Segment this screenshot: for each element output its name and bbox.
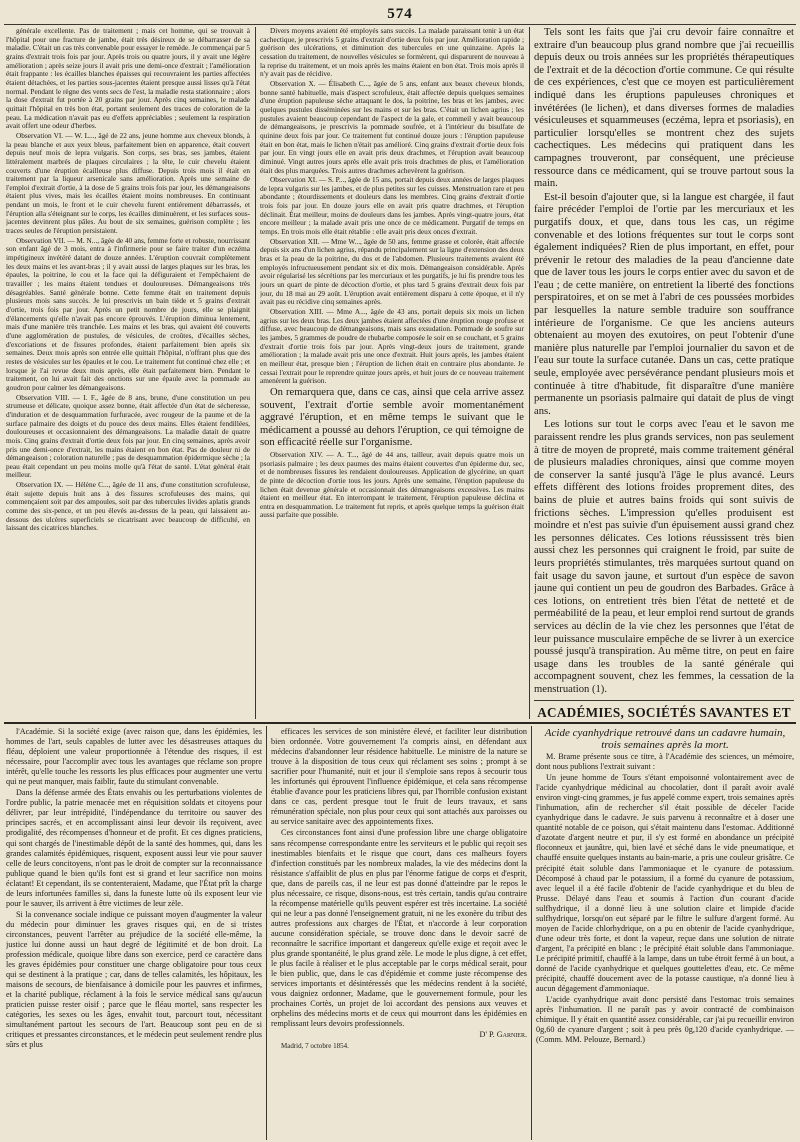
lower1-paragraph: l'Académie. Si la société exige (avec raison que, dans les épidémies, les hommes de l'art, seuls capables de lutter avec les désastreuses attaques du fléau, déploient une valeur proportionnée à l'étendue des risques, il est nécessaire, pour l'accomplir avec tous les avantages que réclame son propre intérêt, qu'elle touche les ressorts les plus efficaces pour augmenter une vertu qui ne peut manquer, mais faiblir, faute du stimulant convenable.: [6, 727, 262, 787]
col1-paragraph: Observation VI. — W. L..., âgé de 22 ans, jeune homme aux cheveux blonds, à la peau blanche et aux yeux bleus, parfaitement bien en apparence, était couvert depuis neuf mois de lepra vulgaris. Son corps, ses bras, ses jambes, étaient littéralement marbrés de plaques circulaires ; la tête, le cuir chevelu étaient couverts d'une éruption écailleuse plus diffuse. Depuis trois mois il était en traitement par la liqueur arsenicale sans amélioration. Après une semaine de l'emploi d'extrait d'ortie, à la dose de 5 grains trois fois par jour, les démangeaisons étaient plus vives, mais les écailles étaient moins nombreuses. En continuant pendant un mois, le front et le cuir chevelu furent entièrement débarrassés, et l'éruption alla s'éteignant sur le corps, les écailles diminuèrent, et les surfaces sous-jacentes devinrent plus pâles. Au bout de six semaines, guérison complète ; les traces seules de l'éruption persistaient.: [6, 130, 250, 236]
signature: D' P. Garnier.: [479, 1030, 527, 1040]
lower3-paragraph: M. Brame présente sous ce titre, à l'Académie des sciences, un mémoire, dont nous publions l'extrait suivant :: [536, 752, 794, 772]
col3-paragraph: Est-il besoin d'ajouter que, si la langue est chargée, il faut faire précéder l'emploi de l'ortie par les mercuriaux et les purgatifs doux, et que, dans tous les cas, un régime convenable et des lotions fréquentes sur tout le corps sont également indiquées? Rien de plus important, en effet, pour prévenir le retour des maladies de la peau d'ancienne date que de laver tous les jours le corps entier avec du savon et de l'eau ; de cette manière, on entretient la liberté des fonctions perspiratoires, et on se met à l'abri de ces poussées morbides par lesquelles la nature semble traduire son souffrance intérieure de l'organisme. Ce que les anciens auteurs obtenaient au moyen des exutoires, on peut l'obtenir d'une manière plus naturelle par l'emploi journalier du savon et de l'eau sur toute la surface cutanée. Dans un cas, cette pratique seule, employée avec persévérance pendant plusieurs mois et continuée à titre d'habitude, fit disparaître d'une manière permanente un psoriasis palmaire qui datait de plus de vingt ans.: [534, 191, 794, 417]
col2-paragraph: Observation XII. — Mme W..., âgée de 50 ans, femme grasse et colorée, était affectée depuis six ans d'un lichen agrius, répandu principalement sur la ligne d'extension des deux bras et la peau de la poitrine, du dos et de l'abdomen. Plusieurs traitements avaient été employés infructueusement pendant six et dix mois. Démangeaison considérable. Après avoir régularisé les sécrétions par les mercuriaux et les purgatifs, je lui fis prendre tous les jours un quart de pinte de décoction d'ortie, et plus tard 5 grains d'extrait deux fois par jour, du 18 mai au 29 août. L'éruption avait entièrement disparu à cette époque, et il n'y avait pas eu récidive cinq semaines après.: [260, 236, 524, 307]
lower-column-1: [6, 727, 262, 1139]
column-3: [534, 27, 794, 720]
lower2-paragraph: Ces circonstances font ainsi d'une profession libre une charge obligatoire sans récompense correspondante entre les serviteurs et le public qui reçoit ses inestimables bienfaits et le risque que court, dans ces malheurs foyers d'infection constitués par les nombreux malades, la vie des médecins dont la résistance s'affaiblit de plus en plus par l'énorme fatigue de corps et d'esprit, que, dans de pareils cas, il ne leur est pas donné d'atteindre par le repos le plus nécessaire, ce risque, disons-nous, est très certain, tandis qu'au contraire la récompense matérielle qu'ils peuvent espérer est très incertaine. La société qui ne leur a pas donné l'enseignement gratuit, ni ne les exonère du tribut des autres professions aux charges de l'État, et n'accorde à leur corporation aucune considération spéciale, se trouve donc dans le devoir sacré de reconnaître le sacrifice important et dangereux qu'elle exige et reçoit avec le plus grande spontanéité, le plus grand zèle. Le mode le plus digne, à cet effet, le plus facile à réaliser et le plus acceptable par le corps médical serait, pour le bien public, que, dans le cas d'épidémie et comme juste récompense des services importants et désintéressés que les médecins rendent à la société, vous daigniez ordonner, Madame, que le gouvernement formule, pour les prochaines Cortès, un projet de loi accordant des pensions aux veuves et orphelins des médecins morts et de ceux qui mourront dans les épidémies en remplissant leurs devoirs professionnels.: [271, 828, 527, 1029]
lower1-paragraph: Si la convenance sociale indique ce puissant moyen d'augmenter la valeur du médecin pour diminuer les graves risques qui, en de si tristes circonstances, peuvent l'arrêter au préjudice de la société elle-même, la justice lui donne aussi un haut degré de légitimité et de bon droit. La profession médicale, quoique libre dans son exercice, perd ce caractère dans les graves épidémies pour constituer une charge obligatoire pour tous ceux qui se destinent à la pratique ; car, dans de telles calamités, les hôpitaux, les maisons de secours, de bienfaisance à domicile pour les pauvres et infirmes, et la charité publique, réclament à la fois le service médical sans qu'aucun praticien puisse rester oisif ; parce que le fléau mortel, sans respecter les catégories, les sexes ou les âges, envahit tout, parcourt tout, nécessitant simultanément partout les secours de l'art. Beaucoup sont peu en de si critiques et pressantes circonstances, et le médecin peut seulement rendre plus sûrs et plus: [6, 909, 262, 1050]
page-divider: [4, 722, 796, 724]
col2-paragraph: Observation X. — Élisabeth C..., âgée de 5 ans, enfant aux beaux cheveux blonds, bonne santé habituelle, mais d'aspect scrofuleux, était affectée depuis quelques semaines d'une éruption papuleuse sèche attaquant le dos, la poitrine, les bras et les jambes, avec quelques pustules disséminées sur les mains et sur les bras. C'était un lichen agrius ; les pustules avaient beaucoup cependant de l'aspect de la gale, et commeil y avait beaucoup de démangeaisons, je prescrivis la pommade soufrée, et à l'intérieur du bisulfate de quinine deux fois par jour. Ce traitement fut continué douze jours : l'éruption papuleuse était en bon état, mais le lichen n'était pas amélioré. Cinq grains d'extrait d'ortie deux fois par jour. En vingt jours elle en avait pris deux drachmes, et l'éruption avait beaucoup diminué. Vingt autres jours après elle avait pris trois drachmes de plus, et l'amélioration était des plus marquées. Trois autres drachmes achevèrent la guérison.: [260, 78, 524, 175]
column-divider: [255, 27, 256, 719]
section-rule: [534, 700, 794, 701]
col2-paragraph: Divers moyens avaient été employés sans succès. La malade paraissant tenir à un état cachectique, je prescrivis 5 grains d'extrait d'ortie deux fois par jour. Amélioration rapide ; guérison des ulcérations, et diminution des tubercules en une quinzaine. Après la cessation du traitement, de nouvelles vésicules se formèrent, qui disparurent de nouveau à la reprise du traitement, et un mois après les mains étaient en bon état. Trois mois après il n'y avait pas de récidive.: [260, 27, 524, 79]
article-title: Acide cyanhydrique retrouvé dans un cadavre humain, trois semaines après la mort.: [544, 727, 786, 751]
header-rule: [4, 24, 796, 25]
column-divider: [531, 726, 532, 1140]
col1-paragraph: générale excellente. Pas de traitement ; mais cet homme, qui se trouvait à l'hôpital pour une fracture de jambe, était très désireux de se débarrasser de sa maladie. C'était un cas très convenable pour essayer le remède. Je commençai par 5 grains d'extrait trois fois par jour. Après trois ou quatre jours, il y avait une légère amélioration ; après seize jours il avait pris une demi-once d'extrait ; l'amélioration était frappante : les écailles blanches épaisses qui recouvraient les parties affectées étaient détachées, et les parties sous-jacentes étaient presque aussi lisses qu'à l'état normal. Pendant le règne des vents secs de l'est, la maladie resta stationnaire ; alors la dose d'extrait fut portée à 20 grains par jour. Après cinq semaines, le malade quittait l'hôpital en très bon état, portant seulement des traces de coloration de la peau. La médication n'avait pas eu d'effets appréciables ; seulement la respiration avait offert une odeur d'herbes.: [6, 27, 250, 131]
col3-paragraph: Tels sont les faits que j'ai cru devoir faire connaître et extraire d'un beaucoup plus grand nombre que j'ai recueillis depuis deux ou trois années sur les propriétés thérapeutiques de l'extrait et de la décoction d'ortie commune. Ce qui résulte de ces expériences, c'est que ce moyen est particulièrement indiqué dans les éruptions papuleuses chroniques et invétérées (le lichen), et dans diverses formes de maladies vésiculeuses et squammeuses (eczéma, lepra et psoriasis), en particulier lorsqu'elles se montrent chez des sujets cachectiques. Les médecins qui pratiquent dans les campagnes trouveront, par conséquent, une précieuse ressource dans ce médicament, qui se trouve partout sous la main.: [534, 27, 794, 190]
lower2-paragraph: efficaces les services de son ministère élevé, et faciliter leur distribution bien ordonnée. Votre gouvernement l'a compris ainsi, en défendant aux médecins d'abandonner leur résidence habituelle. Le ministre de la nature se trouve à la disposition de tous ceux qui réclament ses soins ; prompt à se sacrifier pour l'humanité, nuit et jour il s'emploie sans repos à secourir tous les infortunés qui éprouvent l'influence épidémique, et cela sans récompense établie d'avance pour les praticiens libres qui, par l'horrible confusion existant dans ce cas, perdent presque tout le fruit de leurs travaux, et sans rémunération spéciale, non plus pour ceux qui sont attachés aux paroisses ou au service sanitaire avec des appointements fixes.: [271, 727, 527, 827]
lower-column-2: [271, 727, 527, 1139]
col2-paragraph: Observation XIII. — Mme A..., âgée de 43 ans, portait depuis six mois un lichen agrius sur les deux bras. Les deux jambes étaient affectées d'une éruption rouge profuse et diffuse, avec beaucoup de démangeaisons, mais sans exsudation. Pommade de soufre sur les jambes, 5 grammes de poudre de rhubarbe composée le soir en se couchant, et 5 grains d'extrait d'ortie trois fois par jour. Après vingt-deux jours de traitement, grande amélioration ; la malade avait pris une once d'extrait. Huit jours après, les jambes étaient en meilleur état, presque bien ; l'éruption de lichen était en contraire plus abondante. Je cessai l'extrait pour le reprendre quinze jours après, et huit jours de ce nouveau traitement amenèrent la guérison.: [260, 307, 524, 386]
column-2: [260, 27, 524, 720]
section-title: ACADÉMIES, SOCIÉTÉS SAVANTES ET: [537, 705, 791, 720]
col1-paragraph: Observation VII. — M. N..., âgée de 40 ans, femme forte et robuste, nourrissant son enfant âgé de 3 mois, entra à l'infirmerie pour se faire traiter d'un eczéma impétigineux invétéré datant de douze années. L'éruption couvrait complètement les deux mains et les avant-bras ; il y avait aussi de larges plaques sur les bras, les épaules, la poitrine, le cou et la face qui la défiguraient et l'empêchaient de travailler ; les mains étaient tendues et douloureuses. Démangeaisons très désagréables. Santé générale bonne. Cette femme était en traitement depuis plusieurs mois sans succès. Je lui prescrivis un bain tiède et 5 grains d'extrait d'ortie, trois fois par jour. Après un petit nombre de jours, elle se plaignit d'élancements qu'elle n'avait pas encore éprouvés. L'éruption diminua lentement, mais d'une manière très tranchée. Les mains et les bras, qui avaient été couverts d'une agglomération de pustules, de vésicules, de croûtes, d'écailles sèches, d'excoriations et de fissures profondes, étaient parfaitement bien après six semaines. Deux mois après son entrée elle quittait l'hôpital, n'offrant plus que des restes de vésicules sur les épaules et le cou. Le traitement fut continué chez elle ; et lorsque je l'ai revue deux mois après, elle était parfaitement bien. Pendant le traitement, on lui avait fait des onctions sur une épaule avec la pommade au goudron pour calmer les démangeaisons.: [6, 235, 250, 392]
column-1: [6, 27, 250, 720]
lower-column-3: [536, 727, 794, 1139]
col3-paragraph: Les lotions sur tout le corps avec l'eau et le savon me paraissent rendre les plus grands services, non pas seulement à titre de moyen de propreté, mais comme traitement général de plusieurs maladies chroniques, ainsi que comme moyen de conserver la santé jusqu'à l'âge le plus avancé. Leurs effets diffèrent des lotions froides proprement dites, des bains de pluie et autres bains froids qui sont suivis de frictions sèches. L'impression qu'elles produisent est moindre et n'est pas suivie d'un épuisement aussi grand chez les personnes délicates. Ces lotions réussissent très bien aussi chez les personnes qui craignent le froid, par suite de leurs propriétés stimulantes, très marquées surtout quand on fait usage du savon jaune, et surtout d'un espèce de savon jaune qui contient un peu de goudron des Barbades. Grâce à ces lotions, on entretient très bien l'état de netteté et de perméabilité de la peau, et leur emploi rend surtout de grands services au déclin de la vie chez les personnes que l'état de leur puissance musculaire empêche de se livrer à un exercice poussé jusqu'à transpiration. Au même titre, on peut en faire usage dans les troubles de la santé générale qui accompagnent souvent, chez les femmes, la cessation de la menstruation (1).: [534, 419, 794, 695]
column-divider: [529, 27, 530, 719]
col2-paragraph: Observation XI. — S. P..., âgée de 15 ans, portait depuis deux années de larges plaques de lepra vulgaris sur les jambes, et de plus petites sur les cuisses. Menstruation rare et peu abondante ; étourdissements et douleurs dans les membres. Cinq grains d'extrait d'ortie trois fois par jour. En douze jours elle en avait pris quatre drachmes, et l'éruption déclinait. État meilleur, moins de douleurs dans les jambes. Après vingt-quatre jours, état encore meilleur ; la malade avait pris une once de ce médicament. Purgatif de temps en temps. En trois mois elle était rétablie : elle avait pris deux onces d'extrait.: [260, 175, 524, 237]
column-divider: [266, 726, 267, 1140]
col1-paragraph: Observation VIII. — I. F., âgée de 8 ans, brune, d'une constitution un peu strumeuse et délicate, quoique assez bonne, était affectée d'un état de sécheresse, d'induration et de desquammation furfuracée, avec rougeur de la paume et de la surface palmaire des doigts et du pouce des deux mains. Elles étaient fendillées, douloureuses et occasionnaient des démangeaisons. La maladie datait de quatre mois. Cinq grains d'extrait d'ortie deux fois par jour. En cinq semaines, après avoir pris une demi-once d'extrait, les mains étaient en bon état. Pas de douleur ni de démangeaison ; coloration naturelle ; pas de desquammation épidermique sèche ; la peau était cependant un peu moins molle qu'à l'état de santé. L'état général était meilleur.: [6, 392, 250, 480]
col2-paragraph-large: On remarquera que, dans ce cas, ainsi que cela arrive assez souvent, l'extrait d'ortie semble avoir momentanément aggravé l'éruption, et en même temps le suivant que le médicament a poussé au dehors l'éruption, ce qui témoigne de son efficacité réelle sur l'organisme.: [260, 386, 524, 449]
lower3-paragraph: Un jeune homme de Tours s'étant empoisonné volontairement avec de l'acide cyanhydrique médicinal au chocolatier, dont il paraît avoir avalé environ vingt-cinq grammes, je fus appelé comme expert, trois semaines après l'inhumation, afin de rechercher s'il était possible de déceler l'acide cyanhydrique dans le cadavre. Je suis parvenu à reconnaître et à doser une quantité notable de ce poison, qui s'était maintenu dans l'estomac. Additionné d'azotate d'argent neutre et pur, il s'y est formé en abondance un précipité floconneux et jaunâtre, qui, bien lavé et séché dans le vide pneumatique, et chauffé ensuite quelques instants au bain-marie, a pris une couleur grisâtre. Ce précipité était soluble dans l'ammoniaque et le cyanure de potassium. Décomposé à chaud par le potassium, il a formé du cyanure de potassium, avec lequel il a été facile d'obtenir de l'acide cyanhydrique et du bleu de Prusse. Délayé dans l'eau et soumis à l'action d'un courant d'acide sulfhydrique, il a donné lieu à une solution claire et limpide d'acide sulfhydrique, lorsqu'on eut séparé par le filtre le sulfure d'argent formé. Au moyen de l'acide chlorhydrique, on a pu en obtenir de l'acide cyanhydrique, d'une odeur très forte, et dont la vapeur, reçue dans une solution de nitrate d'argent, l'a précipité en blanc ; le précipité était soluble dans l'ammoniaque. Le précipité primitif, chauffé à la lampe, dans un tube étroit fermé à un bout, a donné de l'acide cyanhydrique et quelques gouttelettes d'eau, etc. Ce même précipité, chauffé doucement avec de la potasse caustique, n'a donné lieu à aucun dégagement d'ammoniaque.: [536, 773, 794, 994]
dateline: Madrid, 7 octobre 1854.: [281, 1042, 349, 1051]
lower1-paragraph: Dans la défense armée des États envahis ou les perturbations violentes de l'ordre public, la patrie menacée met en réquisition soldats et citoyens pour délivrer, par leur intrépidité, l'indépendance du territoire ou sauver des principes sacrés, et en accomplissant ainsi leur devoir ils reçoivent, avec prodigalité, des récompenses d'honneur et de profit. Et ces dignes praticiens, qui sont chargés de l'inestimable dépôt de la santé des hommes, qui, dans les grandes calamités épidémiques, risquent, exposent aussi leur vie pour sauver celle de leurs concitoyens, n'ont pas le droit de compter sur la reconnaissance publique quand le bien qu'ils font est si grand et leur sacrifice non moins éclatant! Et cependant, ils se contenteraient, Madame, que l'État prît la charge de leurs infortunées familles si, dans la funeste lutte où ils exposent leur vie pour le sauver, ils arrivent à être victimes de leur zèle.: [6, 788, 262, 908]
page-number: 574: [387, 6, 413, 22]
col1-paragraph: Observation IX. — Hélène C..., âgée de 11 ans, d'une constitution scrofuleuse, était sujette depuis huit ans à des fissures scrofuleuses des mains, qui commençaient soit par des ampoules, soit par des tubercules livides aplatis grands comme des six-pence, et un peu élevés au-dessus de la peau, qui laissaient au-dessous des ulcères superficiels se cicatrisant avec beaucoup de difficulté, en laissant des cicatrices blanches.: [6, 480, 250, 533]
lower3-paragraph: L'acide cyanhydrique avait donc persisté dans l'estomac trois semaines après l'inhumation. Il ne paraît pas y avoir contracté de combinaison chimique. Il y était en quantité assez considérable, car j'ai pu recueillir environ 0g,60 de cyanure d'argent ; soit à peu près 0g,120 d'acide cyanhydrique. — (Comm. MM. Pelouze, Bernard.): [536, 995, 794, 1045]
col2-paragraph: Observation XIV. — A. T..., âgé de 44 ans, tailleur, avait depuis quatre mois un psoriasis palmaire ; les deux paumes des mains étaient couvertes d'un épiderme dur, sec, et de nombreuses fissures les rendaient douloureuses. Application de glycérine, un quart de pinte de décoction d'ortie tous les jours. Après une semaine, l'éruption papuleuse du lichen était devenue générale et occasionnait des démangeaisons excessives. Les mains étaient en meilleur état. En interrompant le traitement, l'éruption papuleuse déclina et entra en desquammation. Le traitement fut repris, et après quelque temps la guérison était aussi parfaite que possible.: [260, 449, 524, 520]
